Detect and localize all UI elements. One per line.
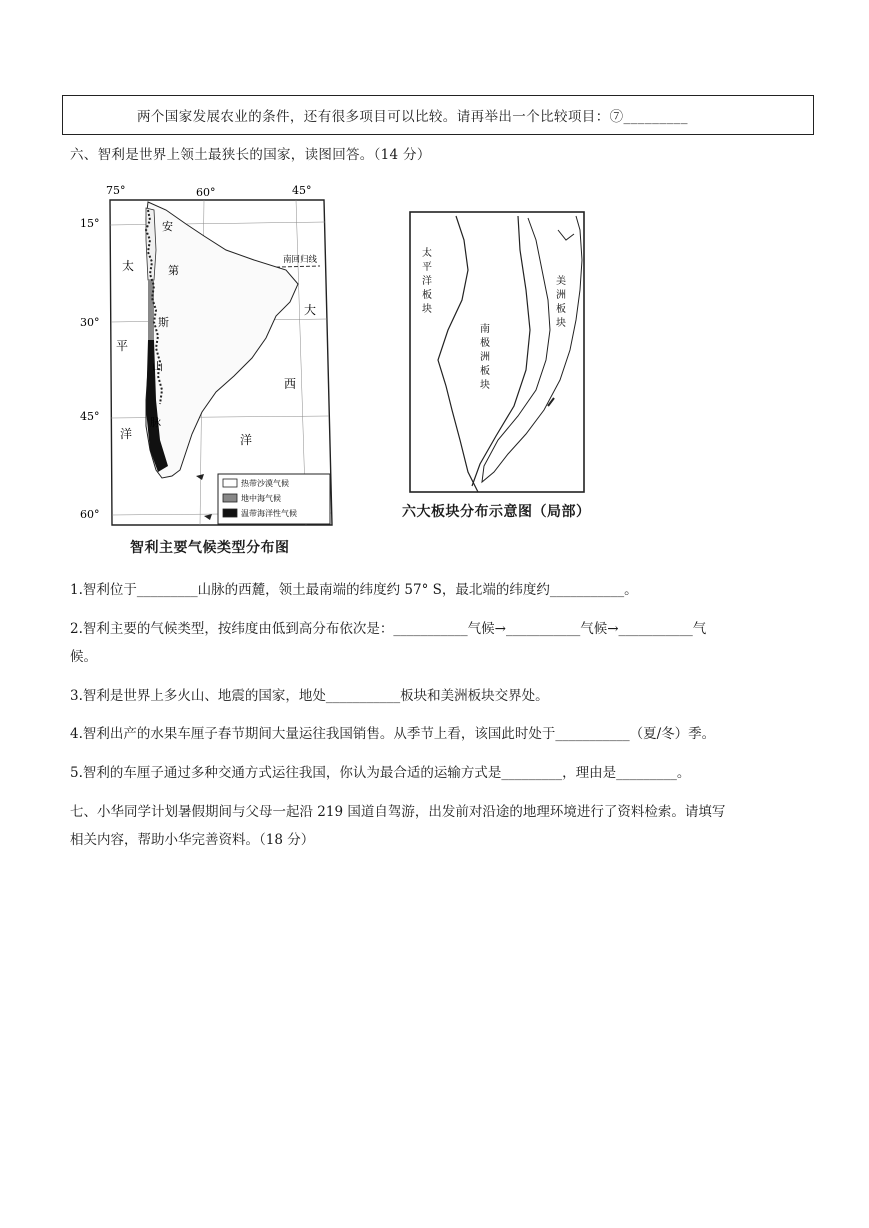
intro-box xyxy=(62,95,814,135)
label-di: 第 xyxy=(168,264,179,277)
question-1: 1.智利位于_________山脉的西麓，领土最南端的纬度约 57° S，最北端的纬度约___________。 xyxy=(70,582,638,598)
label-tai: 太 xyxy=(122,259,135,273)
lat-label-45: 45° xyxy=(80,410,100,423)
lat-label-15: 15° xyxy=(80,217,100,230)
map1-caption: 智利主要气候类型分布图 xyxy=(130,540,290,556)
chile-climate-map xyxy=(76,180,336,535)
tropic-label: 南回归线 xyxy=(283,255,318,265)
plate-map xyxy=(408,210,588,495)
question-4: 4.智利出产的水果车厘子春节期间大量运往我国销售。从季节上看，该国此时处于___________（夏/冬）季。 xyxy=(70,726,716,742)
legend-desert-label: 热带沙漠气候 xyxy=(241,479,289,488)
question-2: 2.智利主要的气候类型，按纬度由低到高分布依次是：___________气候→___________气候→___________气 xyxy=(70,621,707,637)
intro-box-text: 两个国家发展农业的条件，还有很多项目可以比较。请再举出一个比较项目：⑦_________ xyxy=(137,109,688,125)
legend-swatch-marine xyxy=(223,509,237,517)
legend-marine-label: 温带海洋性气候 xyxy=(241,509,297,518)
legend-swatch-desert xyxy=(223,479,237,487)
map2-caption: 六大板块分布示意图（局部） xyxy=(402,504,591,520)
legend-mediterranean-label: 地中海气候 xyxy=(241,494,281,503)
plate-label-american: 美洲板块 xyxy=(556,276,566,329)
legend-swatch-mediterranean xyxy=(223,494,237,502)
label-da: 大 xyxy=(304,303,317,317)
lon-label-75: 75° xyxy=(106,184,126,197)
lon-label-60: 60° xyxy=(196,186,216,199)
plate-label-pacific: 太平洋板块 xyxy=(422,248,432,315)
section7-line2: 相关内容，帮助小华完善资料。（18 分） xyxy=(70,832,315,848)
lat-label-30: 30° xyxy=(80,316,100,329)
label-mai: 脉 xyxy=(150,416,161,429)
label-xi: 西 xyxy=(284,377,297,391)
lat-label-60: 60° xyxy=(80,508,100,521)
plate-label-antarctic: 南极洲板块 xyxy=(480,324,490,391)
question-3: 3.智利是世界上多火山、地震的国家，地处___________板块和美洲板块交界处。 xyxy=(70,688,549,704)
label-yang2: 洋 xyxy=(240,433,253,447)
question-5: 5.智利的车厘子通过多种交通方式运往我国，你认为最合适的运输方式是_________，理由是_________。 xyxy=(70,765,691,781)
label-an: 安 xyxy=(162,220,173,233)
label-si: 斯 xyxy=(158,316,169,329)
question-2-cont: 候。 xyxy=(70,649,97,665)
label-shan: 山 xyxy=(152,360,163,373)
section7-line1: 七、小华同学计划暑假期间与父母一起沿 219 国道自驾游，出发前对沿途的地理环境进行了资料检索。请填写 xyxy=(70,804,726,820)
lon-label-45: 45° xyxy=(292,184,312,197)
label-yang1: 洋 xyxy=(120,427,133,441)
section6-title: 六、智利是世界上领土最狭长的国家，读图回答。（14 分） xyxy=(70,147,431,163)
label-ping: 平 xyxy=(116,339,129,353)
